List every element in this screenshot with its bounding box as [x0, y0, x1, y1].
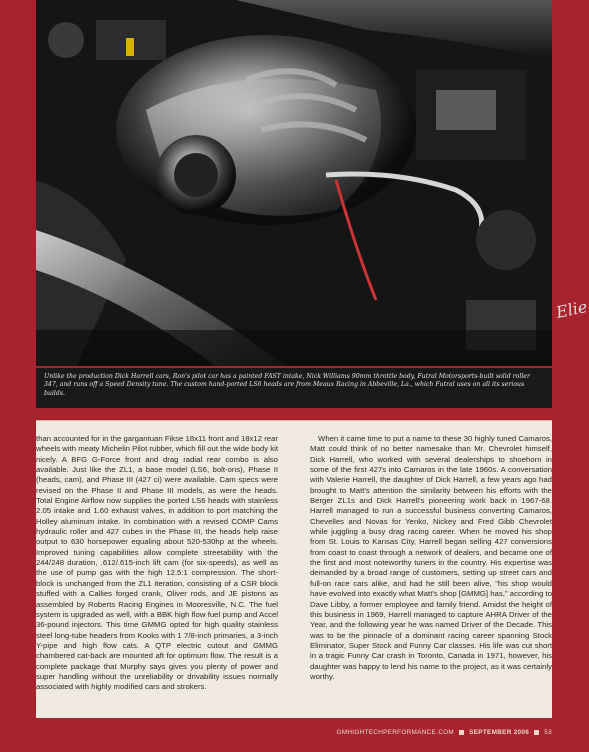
photographer-signature: Elie [554, 296, 589, 323]
engine-illustration [36, 0, 552, 366]
footer-date: SEPTEMBER 2006 [469, 729, 530, 736]
page-footer [36, 726, 552, 740]
footer-square-icon [459, 730, 464, 735]
photo-caption: Unlike the production Dick Harrell cars, Ron's pilot car has a painted FAST intake, Nick Williams 90mm throttle body, Futral Motorsports-built solid roller 347, and runs off a Speed Density tune. The custom hand-ported LS6 heads are from Meaux Racing in Abbeville, La., which Futral uses on all its serious builds. [36, 368, 552, 408]
article-column-left: than accounted for in the gargantuan Fikse 18x11 front and 18x12 rear wheels with meaty Michelin Pilot rubber, which fill out the wide body kit nicely. A BFG G-Force front and drag radial rear combo is also available. Just like the ZL1, a base model (LS6, bolt-ons), Phase II (heads, cam), and Phase III (427 ci) were available. Cam specs were revised on the Phase II and Phase III models, as were the heads. Total Engine Airflow now supplies the ported LS6 heads with stainless 2.05 intake and 1.60 exhaust valves, in addition to port matching the Holley aluminum intake. In combination with a revised COMP Cams hydraulic roller and 427 cubes in the Phase III, the heads help raise output to 630 horsepower equaling about 520-530hp at the wheels. Improved tuning capabilities allow complete streetability with the 244/248 duration, .612/.615-inch lift cam (for six-speeds), as well as the use of pump gas with the high 12.5:1 compression. The short-block is unchanged from the ZL1 iteration, consisting of a CSR block stuffed with a Callies forged crank, Oliver rods, and JE pistons as assembled by Roberts Racing Engines in Mooresville, N.C. The fuel system is upgraded as well, with a BBK high flow fuel pump and Accel 36-pound injectors. This time GMMG opted for high quality stainless steel long-tube headers from Kooks with 1 7/8-inch primaries, a 3-inch Y-pipe and high flow cats. A QTP electric cutout and GMMG chambered cat-back are mounted aft for optimum flow. The result is a complete package that Murphy says gives you plenty of power and super handling without the unreliability or drivability issues normally associated with highly modified cars and strokers. [36, 434, 278, 692]
footer-square-icon [534, 730, 539, 735]
engine-bay-photo [36, 0, 589, 366]
article-column-right: When it came time to put a name to these 30 highly tuned Camaros, Matt could think of no better namesake than Mr. Chevrolet himself, Dick Harrell, who worked with several dealerships to shoehorn in some of the first 427s into Camaros in the late 1960s. A conversation with Valerie Harrell, the daughter of Dick Harrell, a few years ago had brought to Matt's attention the similarity between his efforts with the Berger ZL1s and Dick Harrell's pioneering work back in 1967-68. Harrell managed to run a successful business converting Camaros, Chevelles and Novas for Yenko, Nickey and Fred Gibb Chevrolet while juggling a busy drag racing career. When he moved his shop from St. Louis to Kansas City, Harrell began selling 427 conversions from coast to coast through a network of dealers, and became one of the first and most noteworthy tuners in the country. His expertise was demanded by a broad range of customers, setting up street cars and full-on race cars alike, and had he still been alive, "his shop would have evolved into exactly what Matt's shop [GMMG] has," according to Dave Libby, a former employee and family friend. Amidst the height of this business in 1969, Harrell managed to capture AHRA Driver of the Year, and the following year he was named Driver of the Decade. This was to be the pinnacle of a dominant racing career spanning Stock Eliminator, Super Stock and Funny Car classes. His life was cut short in a tragic Funny Car crash in Toronto, Canada in 1971, however, his daughter was happy to lend his name to the project, as it was certainly worthy. [310, 434, 553, 681]
footer-site: GMHIGHTECHPERFORMANCE.COM [336, 729, 454, 736]
page-number: 53 [544, 729, 552, 736]
